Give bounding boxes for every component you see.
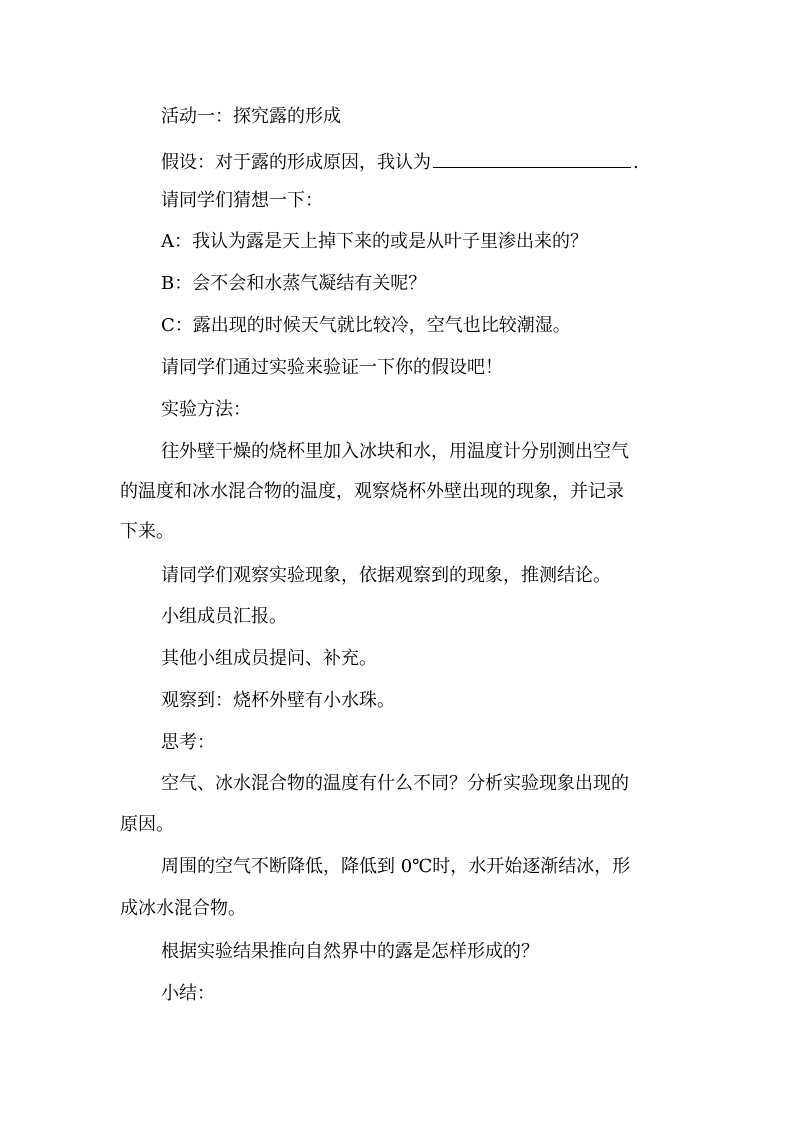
temp-line-1: 周围的空气不断降低，降低到 0℃时，水开始逐渐结冰，形 <box>161 856 631 877</box>
temp-line-2: 成冰水混合物。 <box>120 898 246 919</box>
think-line-1: 空气、冰水混合物的温度有什么不同？分析实验现象出现的 <box>161 773 629 794</box>
summary-title: 小结： <box>161 983 215 1004</box>
option-a: A：我认为露是天上掉下来的或是从叶子里渗出来的？ <box>161 231 588 252</box>
hypothesis-suffix: . <box>633 152 639 173</box>
method-line-2: 的温度和冰水混合物的温度，观察烧杯外壁出现的现象，并记录 <box>120 481 624 502</box>
supplement-line: 其他小组成员提问、补充。 <box>161 648 377 669</box>
activity-title: 活动一：探究露的形成 <box>161 106 341 127</box>
report-line: 小组成员汇报。 <box>161 606 287 627</box>
hypothesis-blank <box>433 148 631 168</box>
verify-prompt: 请同学们通过实验来验证一下你的假设吧！ <box>161 357 503 378</box>
method-title: 实验方法： <box>161 399 251 420</box>
guess-prompt: 请同学们猜想一下： <box>161 190 323 211</box>
nature-question: 根据实验结果推向自然界中的露是怎样形成的？ <box>161 941 539 962</box>
hypothesis-prefix: 假设：对于露的形成原因，我认为 <box>161 152 431 173</box>
option-c: C：露出现的时候天气就比较冷，空气也比较潮湿。 <box>161 315 571 336</box>
method-line-3: 下来。 <box>120 521 174 542</box>
hypothesis-line <box>161 148 741 175</box>
think-title: 思考： <box>161 732 215 753</box>
think-line-2: 原因。 <box>120 814 174 835</box>
option-b: B：会不会和水蒸气凝结有关呢？ <box>161 273 427 294</box>
observe-prompt: 请同学们观察实验现象，依据观察到的现象，推测结论。 <box>161 565 611 586</box>
observation-line: 观察到：烧杯外壁有小水珠。 <box>161 690 395 711</box>
method-line-1: 往外壁干燥的烧杯里加入冰块和水，用温度计分别测出空气 <box>161 441 629 462</box>
